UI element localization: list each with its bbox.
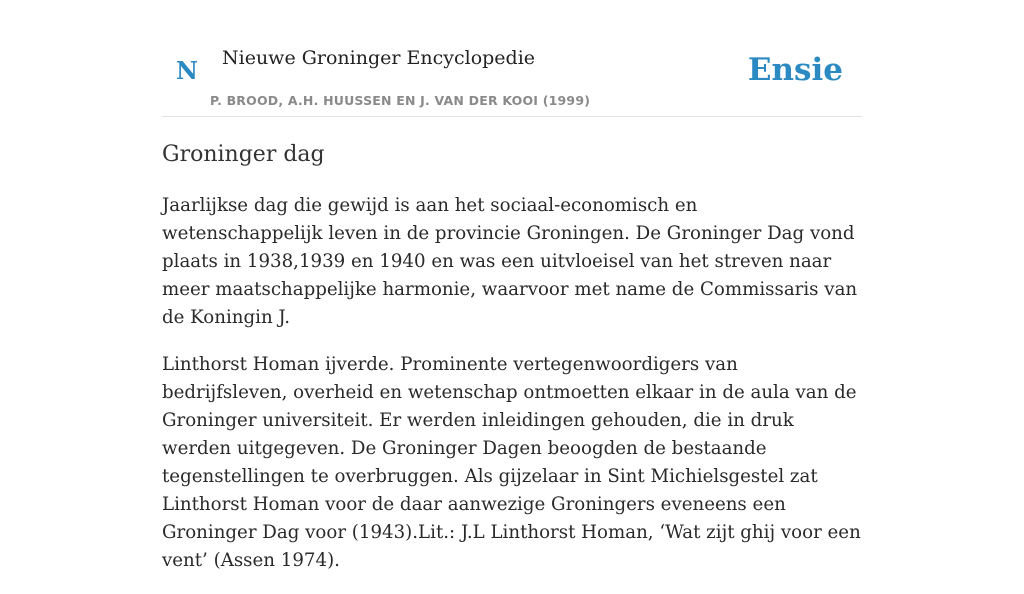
- article-paragraph: Jaarlijkse dag die gewijd is aan het sociaal-economisch en wetenschappelijk leven in de provincie Groningen. De Groninger Dag vond plaats in 1938,1939 en 1940 en was een uitvloeisel van het streven naar meer maatschappelijke harmonie, waarvoor met name de Commissaris van de Koningin J.: [162, 195, 858, 328]
- encyclopedia-title-link[interactable]: Nieuwe Groninger Encyclopedie: [222, 47, 536, 69]
- encyclopedia-authors: P. BROOD, A.H. HUUSSEN EN J. VAN DER KOOI (1999): [210, 93, 591, 108]
- ensie-logo-link[interactable]: Ensie: [747, 52, 843, 88]
- article-paragraph: Linthorst Homan ijverde. Prominente vertegenwoordigers van bedrijfsleven, overheid en wetenschap ontmoetten elkaar in de aula van de Groninger universiteit. Er werden inleidingen gehouden, die in druk werden uitgegeven. De Groninger Dagen beoogden de bestaande tegenstellingen te overbruggen. Als gijzelaar in Sint Michielsgestel zat Linthorst Homan voor de daar aanwezige Groningers eveneens een Groninger Dag voor (1943).Lit.: J.L Linthorst Homan, ‘Wat zijt ghij voor een vent’ (Assen 1974).: [162, 354, 861, 571]
- encyclopedia-logo[interactable]: N: [176, 56, 198, 85]
- article-body: [162, 192, 862, 594]
- page-header: [162, 0, 862, 117]
- article-title: Groninger dag: [162, 142, 325, 167]
